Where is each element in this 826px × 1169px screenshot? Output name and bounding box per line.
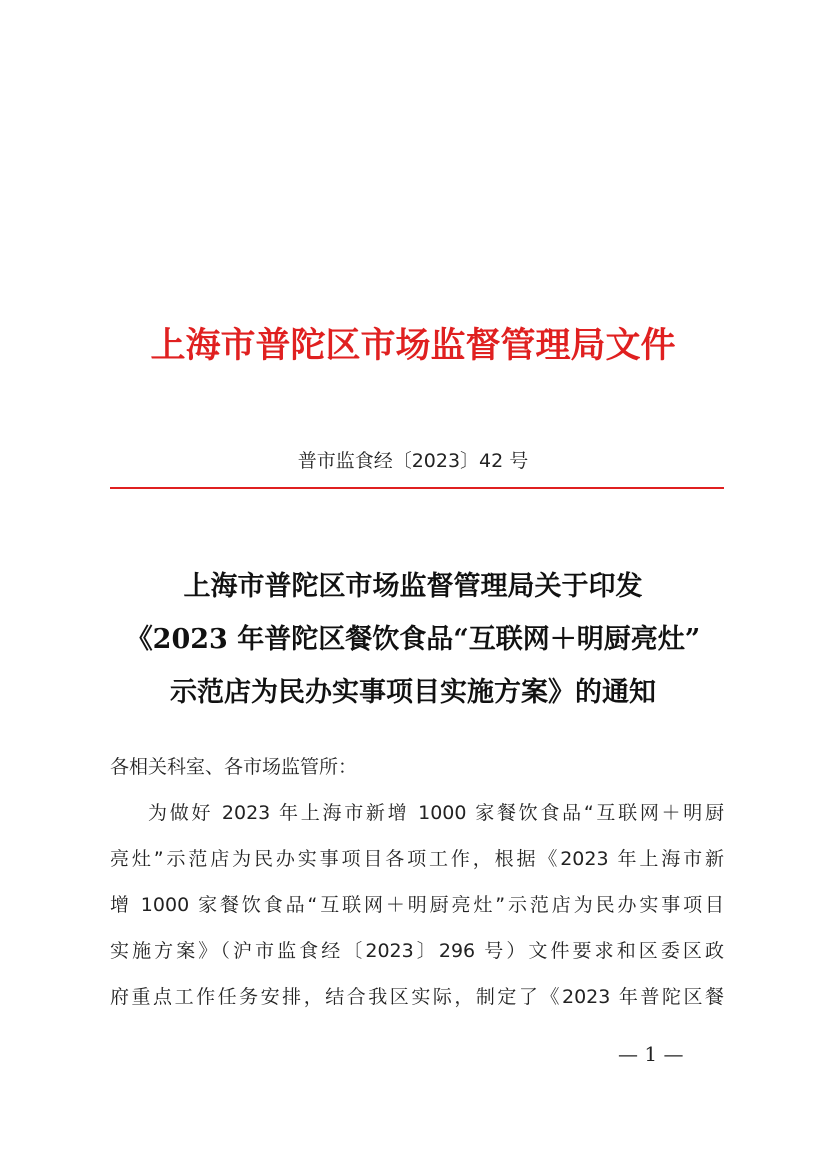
- issuer-heading: 上海市普陀区市场监督管理局文件: [150, 325, 676, 366]
- title-line: 上海市普陀区市场监督管理局关于印发: [183, 571, 643, 602]
- body-line: 为做好 2023 年上海市新增 1000 家餐饮食品“互联网＋明厨: [148, 802, 724, 824]
- title-line: 示范店为民办实事项目实施方案》的通知: [170, 677, 656, 708]
- body-line: 实施方案》（沪市监食经〔2023〕296 号）文件要求和区委区政: [110, 940, 724, 962]
- title-line: 《2023 年普陀区餐饮食品“互联网＋明厨亮灶”: [125, 624, 701, 655]
- body-paragraph: [110, 790, 724, 1020]
- notice-title: [90, 560, 736, 719]
- salutation: 各相关科室、各市场监管所：: [110, 756, 358, 778]
- document-number: 普市监食经〔2023〕42 号: [297, 450, 529, 472]
- body-line: 府重点工作任务安排，结合我区实际，制定了《2023 年普陀区餐: [110, 986, 724, 1008]
- red-divider: [110, 487, 724, 489]
- body-line: 亮灶”示范店为民办实事项目各项工作，根据《2023 年上海市新: [110, 848, 724, 870]
- body-line: 增 1000 家餐饮食品“互联网＋明厨亮灶”示范店为民办实事项目: [110, 894, 724, 916]
- page-number: — 1 —: [618, 1042, 684, 1066]
